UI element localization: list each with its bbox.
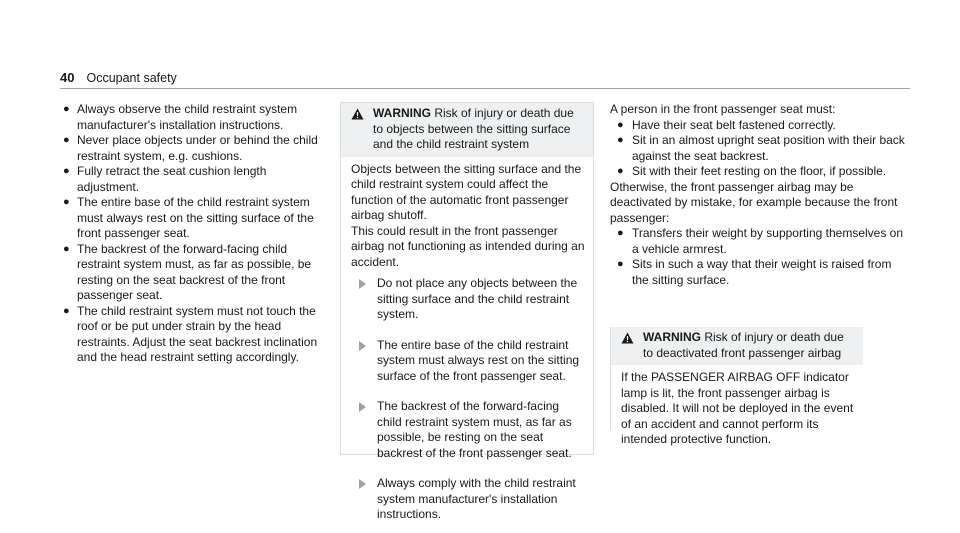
bullet-icon: ● — [63, 242, 70, 255]
bullet-icon: ● — [617, 227, 624, 239]
list-item: ● The backrest of the forward-facing child restraint system must, as far as possible, be resting on the seat backrest of the front passenger seat. — [63, 241, 312, 302]
otherwise-text: Otherwise, the front passenger airbag may be deactivated by mistake, for example because the front passenger: — [610, 179, 898, 225]
warning-triangle-icon — [621, 330, 643, 361]
list-item: ● Transfers their weight by supporting themselves on a vehicle armrest. — [617, 226, 904, 256]
list-item: ● The child restraint system must not touch the roof or be put under strain by the head restraints. Adjust the seat backrest inclination and the head restraint setting accordingly. — [63, 303, 318, 364]
action-item: The backrest of the forward-facing child restraint system must, as far as possible, be resting on the seat backrest of the front passenger seat. — [351, 399, 585, 461]
page-number: 40 — [60, 70, 75, 85]
list-item: ● Sit in an almost upright seat position with their back against the seat backrest. — [617, 133, 905, 163]
bullet-icon: ● — [617, 258, 624, 270]
warning-headline: Risk of injury or death due to objects between the sitting surface and the child restraint system — [373, 106, 574, 151]
section-title: Occupant safety — [86, 71, 177, 85]
bullet-icon: ● — [617, 118, 624, 131]
cause-list — [614, 226, 910, 288]
list-item: ● Never place objects under or behind the child restraint system, e.g. cushions. — [63, 133, 318, 163]
list-item: ● Have their seat belt fastened correctly. — [617, 117, 836, 132]
action-arrow-icon — [359, 402, 366, 412]
list-item: ● Fully retract the seat cushion length adjustment. — [63, 164, 267, 194]
warning-body — [611, 365, 863, 448]
list-item: ● Sit with their feet resting on the floor, if possible. — [617, 164, 887, 178]
list-item: ● Always observe the child restraint system manufacturer's installation instructions. — [63, 102, 298, 132]
bullet-icon: ● — [63, 134, 70, 146]
bullet-icon: ● — [63, 165, 70, 177]
action-arrow-icon — [359, 479, 366, 489]
warning-label: WARNING — [373, 106, 431, 120]
bullet-icon: ● — [617, 134, 624, 146]
warning-header — [611, 327, 863, 365]
action-item: The entire base of the child restraint system must always rest on the sitting surface of the front passenger seat. — [351, 338, 585, 385]
action-item: Do not place any objects between the sitting surface and the child restraint system. — [351, 276, 585, 323]
requirement-list — [614, 118, 910, 180]
action-arrow-icon — [359, 279, 366, 289]
warning-body — [341, 157, 593, 523]
list-item: ● Sits in such a way that their weight is raised from the sitting surface. — [617, 257, 892, 287]
list-item: ● The entire base of the child restraint system must always rest on the sitting surface of the front passenger seat. — [63, 195, 314, 240]
warning-paragraph: Objects between the sitting surface and the child restraint system could affect the function of the automatic front passenger airbag shutoff. — [351, 161, 582, 222]
action-arrow-icon — [359, 341, 366, 351]
intro-text: A person in the front passenger seat must: — [610, 102, 836, 116]
action-item: Always comply with the child restraint system manufacturer's installation instructions. — [351, 476, 585, 523]
page-header — [60, 70, 177, 88]
warning-paragraph: This could result in the front passenger airbag not functioning as intended during an accident. — [351, 223, 585, 269]
action-list — [351, 276, 585, 523]
warning-box-airbag — [610, 327, 863, 446]
warning-box-objects — [340, 102, 594, 521]
header-divider — [60, 88, 910, 89]
warning-paragraph: If the PASSENGER AIRBAG OFF indicator lamp is lit, the front passenger airbag is disabled. It will not be deployed in the event of an accident and cannot perform its intended protective function. — [621, 370, 854, 446]
warning-header — [341, 103, 593, 157]
bullet-icon: ● — [63, 304, 70, 317]
warning-triangle-icon — [351, 106, 373, 153]
column-left — [60, 102, 328, 366]
warning-headline: Risk of injury or death due to deactivated front passenger airbag — [643, 330, 844, 360]
bullet-icon: ● — [617, 165, 624, 177]
warning-label: WARNING — [643, 330, 701, 344]
column-right — [610, 102, 910, 288]
bullet-icon: ● — [63, 103, 70, 115]
bullet-icon: ● — [63, 196, 70, 208]
instruction-list — [60, 102, 328, 366]
